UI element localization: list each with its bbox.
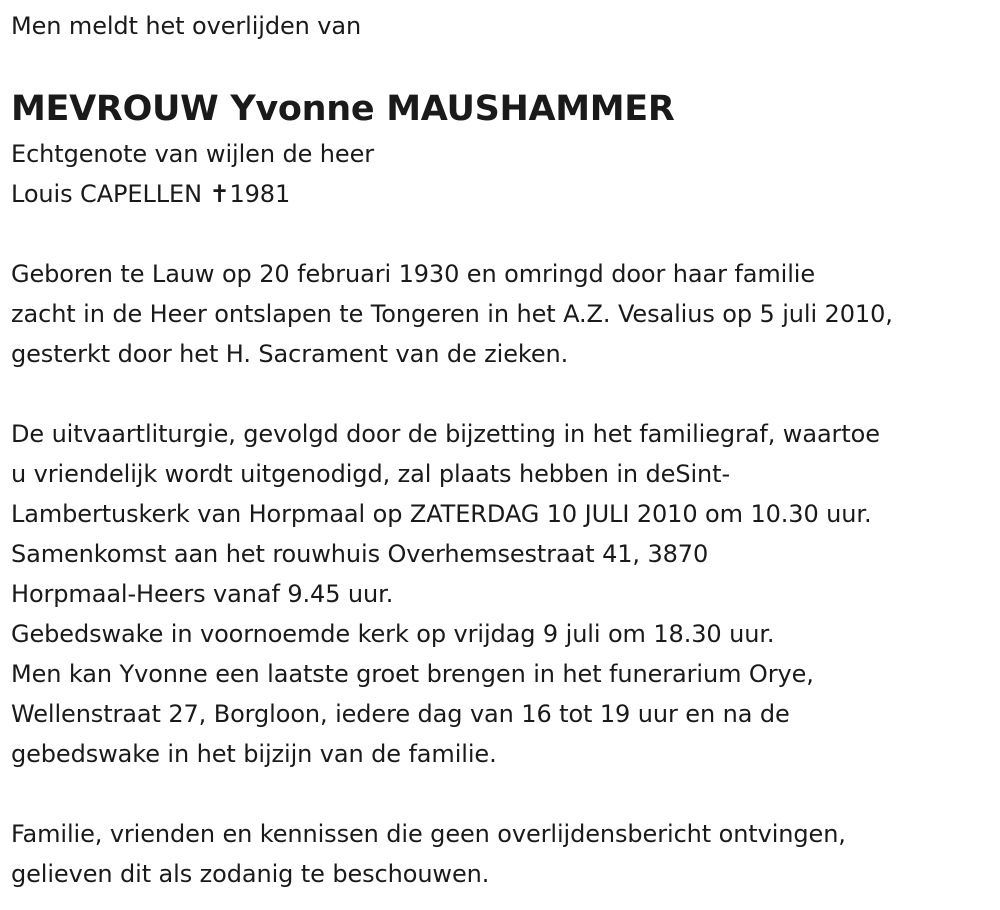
paragraph-birth-death (11, 254, 996, 374)
text-line: De uitvaartliturgie, gevolgd door de bijzetting in het familiegraf, waartoe (11, 420, 880, 448)
text-line: Familie, vrienden en kennissen die geen overlijdensbericht ontvingen, (11, 820, 846, 848)
spacer (11, 46, 996, 84)
text-line: gebedswake in het bijzijn van de familie. (11, 740, 497, 768)
death-notice (11, 6, 996, 894)
text-line: gesterkt door het H. Sacrament van de zieken. (11, 340, 569, 368)
text-line: Horpmaal-Heers vanaf 9.45 uur. (11, 580, 394, 608)
spacer (11, 214, 996, 254)
text-line: u vriendelijk wordt uitgenodigd, zal plaats hebben in deSint- (11, 460, 731, 488)
text-line: Gebedswake in voornoemde kerk op vrijdag 9 juli om 18.30 uur. (11, 620, 775, 648)
spouse-death-year: 1981 (229, 180, 291, 208)
intro-line: Men meldt het overlijden van (11, 12, 362, 40)
text-line: Geboren te Lauw op 20 februari 1930 en omringd door haar familie (11, 260, 816, 288)
spouse-line: Echtgenote van wijlen de heer (11, 140, 375, 168)
spouse-name-line (11, 174, 996, 214)
paragraph-funeral (11, 414, 996, 774)
paragraph-closing (11, 814, 996, 894)
cross-icon: ✝ (209, 180, 230, 208)
deceased-name: MEVROUW Yvonne MAUSHAMMER (11, 89, 675, 129)
text-line: Men kan Yvonne een laatste groet brengen in het funerarium Orye, (11, 660, 814, 688)
spouse-name: Louis CAPELLEN (11, 180, 210, 208)
text-line: gelieven dit als zodanig te beschouwen. (11, 860, 490, 888)
spacer (11, 374, 996, 414)
text-line: Lambertuskerk van Horpmaal op ZATERDAG 10 JULI 2010 om 10.30 uur. (11, 500, 872, 528)
text-line: Wellenstraat 27, Borgloon, iedere dag van 16 tot 19 uur en na de (11, 700, 790, 728)
spacer (11, 774, 996, 814)
text-line: Samenkomst aan het rouwhuis Overhemsestraat 41, 3870 (11, 540, 709, 568)
text-line: zacht in de Heer ontslapen te Tongeren in het A.Z. Vesalius op 5 juli 2010, (11, 300, 893, 328)
